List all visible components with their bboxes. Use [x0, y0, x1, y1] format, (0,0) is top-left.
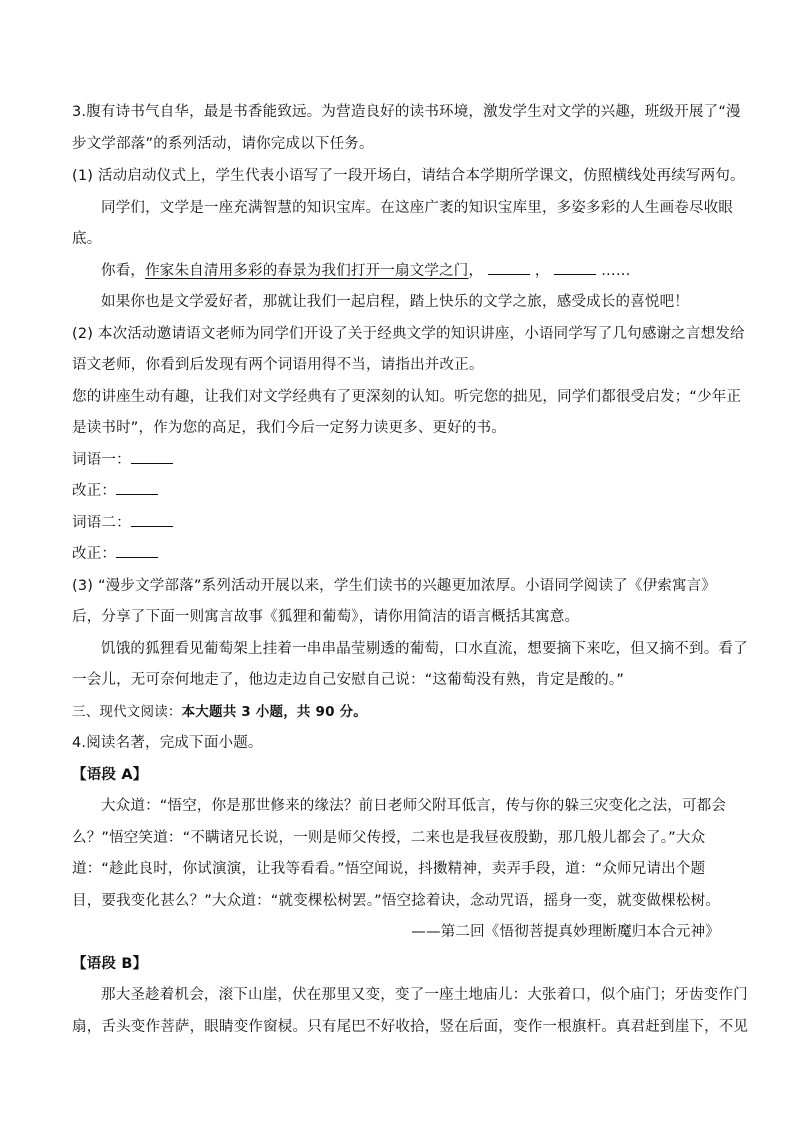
word1-label: 词语一：: [72, 452, 131, 468]
para2-underlined-example: 作家朱自清用多彩的春景为我们打开一扇文学之门: [145, 263, 469, 279]
word2-blank[interactable]: [131, 514, 173, 527]
section3-heading-prefix: 三、现代文阅读：: [72, 704, 182, 720]
fix1-blank[interactable]: [116, 482, 158, 495]
segment-a-source: ——第二回《悟彻菩提真妙理断魔归本合元神》: [411, 924, 720, 940]
word1-blank[interactable]: [131, 451, 173, 464]
fix2-blank[interactable]: [116, 545, 158, 558]
section3-heading: [72, 702, 722, 722]
q3-sub2-prompt-line2: 语文老师，你看到后发现有两个词语用得不当，请指出并改正。: [72, 357, 484, 373]
q4-intro: 4.阅读名著，完成下面小题。: [72, 735, 263, 751]
segment-b-line1: 那大圣趁着机会，滚下山崖，伏在那里又变，变了一座土地庙儿：大张着口，似个庙门；牙齿变作门: [101, 987, 748, 1003]
q3-sub1-prompt: (1) 活动启动仪式上，学生代表小语写了一段开场白，请结合本学期所学课文，仿照横线处再续写两句。: [72, 168, 745, 184]
segment-a-line3: 道：“趁此良时，你试演演，让我等看看。”悟空闻说，抖擞精神，卖弄手段，道：“众师兄请出个题: [72, 861, 706, 877]
answer-fix2-row: [72, 544, 722, 564]
answer-word1-row: [72, 450, 722, 470]
q3-sub2-text-line2: 是读书时”，作为您的高足，我们今后一定努力读更多、更好的书。: [72, 420, 507, 436]
q3-intro-line2: 步文学部落”的系列活动，请你完成以下任务。: [72, 136, 374, 152]
q3-sub1-para1-line2: 底。: [72, 231, 102, 247]
q3-sub3-story-line2: 一会儿，无可奈何地走了，他边走边自己安慰自己说：“这葡萄没有熟，肯定是酸的。”: [72, 672, 625, 688]
q3-sub3-story-line1: 饥饿的狐狸看见葡萄架上挂着一串串晶莹剔透的葡萄，口水直流，想要摘下来吃，但又摘不到。看了: [101, 641, 748, 657]
para2-ellipsis: ……: [601, 263, 631, 279]
q3-sub1-para2: [101, 261, 751, 281]
segment-a-line4: 目，要我变化甚么？”大众道：“就变棵松树罢。”悟空捻着诀，念动咒语，摇身一变，就变做棵松树。: [72, 893, 720, 909]
q3-sub2-prompt-line1: (2) 本次活动邀请语文老师为同学们开设了关于经典文学的知识讲座，小语同学写了几句感谢之言想发给: [72, 326, 745, 342]
para2-comma2: ，: [534, 263, 550, 279]
answer-fix1-row: [72, 481, 722, 501]
segment-a-label: 【语段 A】: [72, 767, 148, 783]
segment-a-line1: 大众道：“悟空，你是那世修来的缘法？前日老师父附耳低言，传与你的躲三灾变化之法，可都会: [101, 798, 727, 814]
fill-blank-1[interactable]: [488, 262, 530, 275]
q3-sub1-para1-line1: 同学们，文学是一座充满智慧的知识宝库。在这座广袤的知识宝库里，多姿多彩的人生画卷尽收眼: [101, 200, 734, 216]
para2-comma1: ，: [468, 263, 484, 279]
word2-label: 词语二：: [72, 515, 131, 531]
q3-sub3-prompt-line1: (3) “漫步文学部落”系列活动开展以来，学生们读书的兴趣更加浓厚。小语同学阅读了《伊索寓言》: [72, 578, 717, 594]
fill-blank-2[interactable]: [554, 262, 596, 275]
segment-a-line2: 么？”悟空笑道：“不瞒诸兄长说，一则是师父传授，二来也是我昼夜殷勤，那几般儿都会了。”大众: [72, 830, 706, 846]
fix1-label: 改正：: [72, 483, 117, 499]
segment-b-line2: 扇，舌头变作菩萨，眼睛变作窗棂。只有尾巴不好收拾，竖在后面，变作一根旗杆。真君赶到崖下，不见: [72, 1019, 749, 1035]
q3-sub1-para3: 如果你也是文学爱好者，那就让我们一起启程，踏上快乐的文学之旅，感受成长的喜悦吧！: [101, 294, 689, 310]
para2-prefix: 你看，: [101, 263, 146, 279]
q3-intro-line1: 3.腹有诗书气自华，最是书香能致远。为营造良好的读书环境，激发学生对文学的兴趣，班级开展了“漫: [72, 104, 741, 120]
q3-sub3-prompt-line2: 后，分享了下面一则寓言故事《狐狸和葡萄》，请你用简洁的语言概括其寓意。: [72, 609, 580, 625]
segment-b-label: 【语段 B】: [72, 956, 148, 972]
fix2-label: 改正：: [72, 546, 117, 562]
answer-word2-row: [72, 513, 722, 533]
section3-heading-bold: 本大题共 3 小题，共 90 分。: [181, 704, 367, 720]
q3-sub2-text-line1: 您的讲座生动有趣，让我们对文学经典有了更深刻的认知。听完您的拙见，同学们都很受启发；“少年正: [72, 389, 742, 405]
